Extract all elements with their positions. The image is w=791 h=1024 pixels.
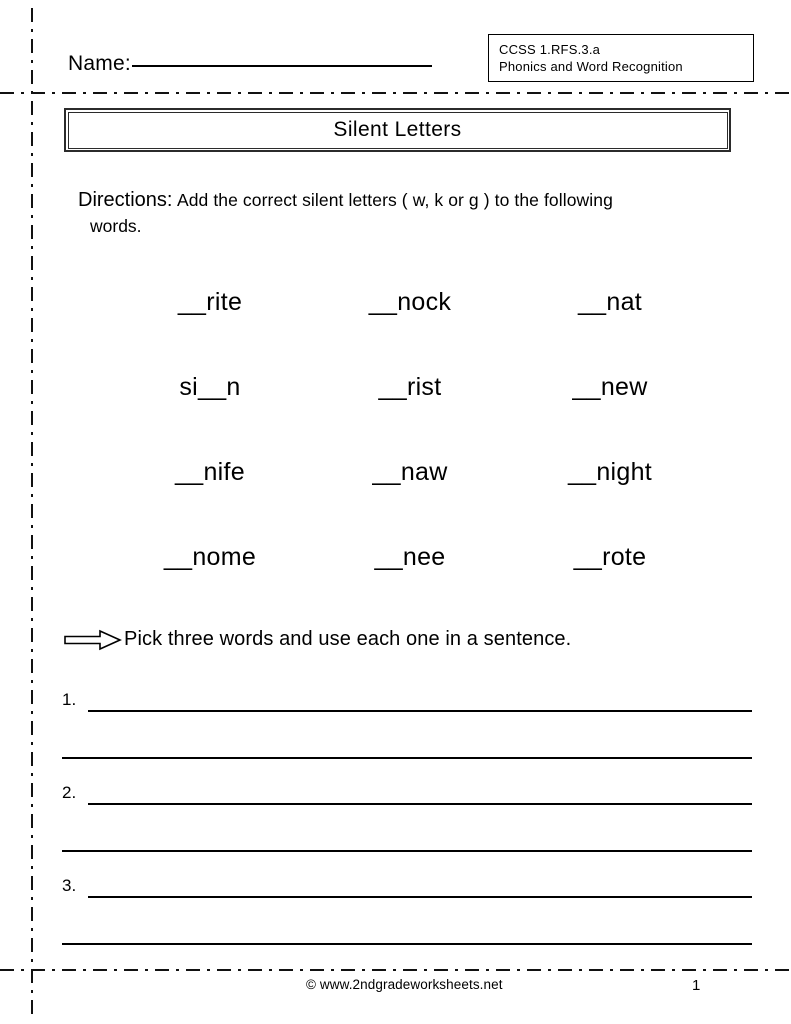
page-title: Silent Letters	[333, 118, 462, 141]
name-input-line[interactable]	[132, 65, 432, 67]
directions-label: Directions:	[78, 189, 173, 211]
ccss-code: CCSS 1.RFS.3.a	[499, 42, 601, 57]
answer-second-line-row	[62, 805, 752, 852]
answer-first-line-row	[62, 858, 752, 898]
vertical-cut-guide	[31, 8, 33, 1016]
name-field-row	[68, 52, 432, 76]
title-box-inner	[68, 112, 728, 149]
answer-number: 1.	[62, 690, 77, 709]
word-item[interactable]: __nock	[368, 288, 452, 316]
sentence-prompt-row	[64, 628, 571, 651]
right-arrow-icon	[64, 629, 122, 651]
word-row	[110, 458, 710, 543]
word-item[interactable]: __naw	[372, 458, 448, 486]
answer-second-line-row	[62, 898, 752, 945]
word-item[interactable]: si__n	[179, 373, 241, 401]
bottom-horizontal-cut-guide	[0, 969, 791, 971]
answer-item	[62, 858, 752, 945]
answer-write-line[interactable]	[88, 803, 752, 805]
word-row	[110, 373, 710, 458]
answer-first-line-row	[62, 672, 752, 712]
word-item[interactable]: __nife	[175, 458, 245, 486]
word-item[interactable]: __rote	[573, 543, 647, 571]
word-row	[110, 543, 710, 628]
directions-continuation: words.	[90, 216, 142, 236]
answer-write-line[interactable]	[88, 710, 752, 712]
directions-block	[78, 186, 718, 237]
word-item[interactable]: __rite	[177, 288, 243, 316]
answer-number: 3.	[62, 876, 77, 895]
ccss-standard-box	[488, 34, 754, 82]
answer-write-line[interactable]	[62, 943, 752, 945]
ccss-standard-name: Phonics and Word Recognition	[499, 59, 683, 74]
answer-write-line[interactable]	[88, 896, 752, 898]
top-horizontal-cut-guide	[0, 92, 791, 94]
answer-write-line[interactable]	[62, 850, 752, 852]
answer-item	[62, 765, 752, 852]
answer-lines-block	[62, 672, 752, 951]
name-label: Name:	[68, 52, 131, 75]
word-item[interactable]: __night	[567, 458, 653, 486]
word-grid	[110, 288, 710, 628]
footer-page-number: 1	[692, 977, 701, 994]
word-row	[110, 288, 710, 373]
answer-number: 2.	[62, 783, 77, 802]
title-box	[64, 108, 731, 152]
answer-write-line[interactable]	[62, 757, 752, 759]
answer-first-line-row	[62, 765, 752, 805]
word-item[interactable]: __nee	[374, 543, 446, 571]
sentence-prompt-text: Pick three words and use each one in a sentence.	[124, 628, 572, 650]
directions-body: Add the correct silent letters ( w, k or g ) to the following	[176, 190, 613, 210]
answer-second-line-row	[62, 712, 752, 759]
word-item[interactable]: __rist	[378, 373, 442, 401]
word-item[interactable]: __nome	[163, 543, 257, 571]
answer-item	[62, 672, 752, 759]
word-item[interactable]: __nat	[577, 288, 643, 316]
directions-line	[78, 186, 718, 216]
footer-credit: © www.2ndgradeworksheets.net	[306, 977, 503, 992]
word-item[interactable]: __new	[572, 373, 648, 401]
